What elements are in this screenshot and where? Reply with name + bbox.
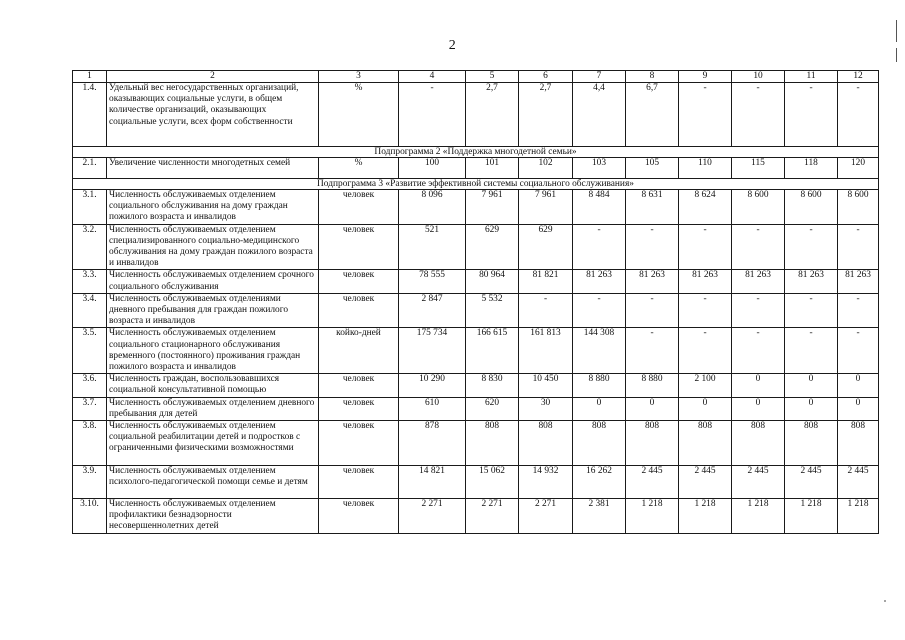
row-number: 3.2. [73,224,107,270]
unit-of-measure: % [319,158,399,179]
unit-of-measure: человек [319,397,399,420]
table-row [73,466,879,499]
indicator-description: Численность обслуживаемых отделениями дневного пребывания для граждан пожилого возраста и инвалидов [107,293,319,328]
indicator-value: 30 [519,397,573,420]
indicator-value: 0 [732,374,785,397]
indicator-value: - [679,293,732,328]
indicator-value: 81 263 [573,270,626,293]
scan-edge-mark [896,20,897,42]
indicator-value: 2 381 [573,499,626,534]
row-number: 2.1. [73,158,107,179]
indicator-value: 101 [466,158,519,179]
indicator-description: Численность обслуживаемых отделением социального стационарного обслуживания временного (постоянного) проживания граждан пожилого возраста и инвалидов [107,328,319,374]
scan-edge-mark [896,48,897,62]
indicator-value: - [519,293,573,328]
indicator-value: - [573,224,626,270]
indicator-value: 808 [573,421,626,466]
indicator-value: 610 [399,397,466,420]
indicator-value: - [679,83,732,147]
indicator-value: - [838,293,879,328]
indicator-value: 0 [626,397,679,420]
scan-speck [884,600,886,602]
indicator-description: Численность обслуживаемых отделением социального обслуживания на дому граждан пожилого возраста и инвалидов [107,190,319,225]
indicator-value: - [399,83,466,147]
indicator-value: - [732,328,785,374]
indicator-value: 521 [399,224,466,270]
column-number: 4 [399,71,466,83]
indicators-table [72,70,879,534]
row-number: 3.6. [73,374,107,397]
indicator-value: 4,4 [573,83,626,147]
indicator-value: 2 847 [399,293,466,328]
indicator-value: - [785,224,838,270]
indicator-value: 808 [679,421,732,466]
indicator-value: 8 830 [466,374,519,397]
indicator-value: - [626,328,679,374]
subprogram-row [73,147,879,158]
indicator-value: 1 218 [626,499,679,534]
indicator-value: 2 445 [679,466,732,499]
indicator-value: 16 262 [573,466,626,499]
indicator-value: 14 821 [399,466,466,499]
indicator-value: 81 263 [679,270,732,293]
indicator-value: - [785,293,838,328]
indicator-description: Увеличение численности многодетных семей [107,158,319,179]
indicator-value: - [626,293,679,328]
column-number: 3 [319,71,399,83]
row-number: 3.3. [73,270,107,293]
indicator-value: 115 [732,158,785,179]
table-row [73,190,879,225]
indicator-value: 8 880 [626,374,679,397]
indicator-value: 8 600 [732,190,785,225]
indicator-value: 0 [838,374,879,397]
indicator-value: 2 100 [679,374,732,397]
indicator-value: 2,7 [519,83,573,147]
indicator-value: 78 555 [399,270,466,293]
indicator-value: 808 [519,421,573,466]
unit-of-measure: человек [319,421,399,466]
column-number: 7 [573,71,626,83]
indicator-description: Численность обслуживаемых отделением психолого-педагогической помощи семье и детям [107,466,319,499]
indicator-description: Численность обслуживаемых отделением социальной реабилитации детей и подростков с ограниченными физическими возможностями [107,421,319,466]
indicator-value: 15 062 [466,466,519,499]
indicator-value: 8 600 [838,190,879,225]
indicator-value: 81 263 [785,270,838,293]
unit-of-measure: человек [319,293,399,328]
column-number: 8 [626,71,679,83]
indicator-value: 0 [679,397,732,420]
row-number: 3.9. [73,466,107,499]
indicator-value: 81 263 [626,270,679,293]
unit-of-measure: человек [319,224,399,270]
indicator-value: 6,7 [626,83,679,147]
unit-of-measure: человек [319,190,399,225]
table-row [73,374,879,397]
indicator-value: 120 [838,158,879,179]
indicator-value: - [732,224,785,270]
indicator-value: 81 263 [732,270,785,293]
indicator-description: Численность обслуживаемых отделением специализированного социально-медицинского обслуживания на дому граждан пожилого возраста и инвалидов [107,224,319,270]
unit-of-measure: койко-дней [319,328,399,374]
subprogram-title: Подпрограмма 2 «Поддержка многодетной семьи» [73,147,879,158]
indicator-value: 2 271 [466,499,519,534]
indicator-value: 166 615 [466,328,519,374]
row-number: 3.7. [73,397,107,420]
indicator-value: 878 [399,421,466,466]
indicator-value: - [626,224,679,270]
indicator-value: - [679,328,732,374]
indicator-value: 808 [732,421,785,466]
indicator-value: 629 [466,224,519,270]
indicator-value: 2 271 [519,499,573,534]
indicator-value: 100 [399,158,466,179]
indicator-value: 0 [573,397,626,420]
indicator-value: 102 [519,158,573,179]
row-number: 3.1. [73,190,107,225]
column-number: 9 [679,71,732,83]
indicator-value: 7 961 [519,190,573,225]
subprogram-row [73,179,879,190]
indicator-value: - [785,328,838,374]
indicator-value: 14 932 [519,466,573,499]
page-number: 2 [448,38,457,53]
unit-of-measure: % [319,83,399,147]
indicator-value: 2 445 [785,466,838,499]
indicator-value: 0 [785,397,838,420]
indicator-value: 0 [838,397,879,420]
indicator-value: - [838,328,879,374]
table-row [73,293,879,328]
row-number: 3.4. [73,293,107,328]
indicator-value: 7 961 [466,190,519,225]
table-row [73,270,879,293]
indicator-value: 2,7 [466,83,519,147]
unit-of-measure: человек [319,499,399,534]
indicator-value: 2 445 [732,466,785,499]
indicator-value: 8 880 [573,374,626,397]
row-number: 3.10. [73,499,107,534]
indicator-description: Численность обслуживаемых отделением срочного социального обслуживания [107,270,319,293]
unit-of-measure: человек [319,374,399,397]
column-number-header-row [73,71,879,83]
indicator-description: Удельный вес негосударственных организаций, оказывающих социальные услуги, в общем количестве организаций, оказывающих социальные услуги, всех форм собственности [107,83,319,147]
indicator-value: 1 218 [838,499,879,534]
column-number: 2 [107,71,319,83]
indicator-value: 808 [466,421,519,466]
indicator-description: Численность обслуживаемых отделением дневного пребывания для детей [107,397,319,420]
indicator-description: Численность обслуживаемых отделением профилактики безнадзорности несовершеннолетних детей [107,499,319,534]
table-row [73,499,879,534]
row-number: 3.5. [73,328,107,374]
indicator-value: 105 [626,158,679,179]
indicator-value: 118 [785,158,838,179]
row-number: 3.8. [73,421,107,466]
indicator-value: 80 964 [466,270,519,293]
indicator-value: 8 600 [785,190,838,225]
indicator-value: - [732,83,785,147]
indicator-value: 0 [785,374,838,397]
indicator-description: Численность граждан, воспользовавшихся социальной консультативной помощью [107,374,319,397]
indicator-value: 620 [466,397,519,420]
indicator-value: 161 813 [519,328,573,374]
indicator-value: 0 [732,397,785,420]
indicator-value: 144 308 [573,328,626,374]
indicator-value: 2 445 [626,466,679,499]
column-number: 1 [73,71,107,83]
indicator-value: 175 734 [399,328,466,374]
indicator-value: 8 484 [573,190,626,225]
column-number: 6 [519,71,573,83]
indicator-value: 5 532 [466,293,519,328]
table-row [73,397,879,420]
indicator-value: 1 218 [732,499,785,534]
indicator-value: 629 [519,224,573,270]
table-row [73,421,879,466]
indicator-value: - [573,293,626,328]
indicator-value: 808 [838,421,879,466]
indicator-value: 10 450 [519,374,573,397]
indicator-value: - [732,293,785,328]
row-number: 1.4. [73,83,107,147]
table-row [73,83,879,147]
unit-of-measure: человек [319,466,399,499]
table-row [73,158,879,179]
indicator-value: - [838,224,879,270]
indicator-value: 81 263 [838,270,879,293]
indicator-value: 81 821 [519,270,573,293]
indicator-value: 8 096 [399,190,466,225]
indicator-value: 1 218 [679,499,732,534]
indicator-value: 110 [679,158,732,179]
indicator-value: - [679,224,732,270]
indicator-value: - [838,83,879,147]
column-number: 11 [785,71,838,83]
table-row [73,224,879,270]
indicator-value: 103 [573,158,626,179]
indicator-value: 2 271 [399,499,466,534]
indicator-value: 808 [626,421,679,466]
column-number: 5 [466,71,519,83]
indicator-value: 8 624 [679,190,732,225]
indicator-value: - [785,83,838,147]
unit-of-measure: человек [319,270,399,293]
column-number: 10 [732,71,785,83]
indicator-value: 1 218 [785,499,838,534]
indicator-value: 808 [785,421,838,466]
indicator-value: 10 290 [399,374,466,397]
subprogram-title: Подпрограмма 3 «Развитие эффективной системы социального обслуживания» [73,179,879,190]
table-row [73,328,879,374]
indicator-value: 2 445 [838,466,879,499]
indicator-value: 8 631 [626,190,679,225]
column-number: 12 [838,71,879,83]
